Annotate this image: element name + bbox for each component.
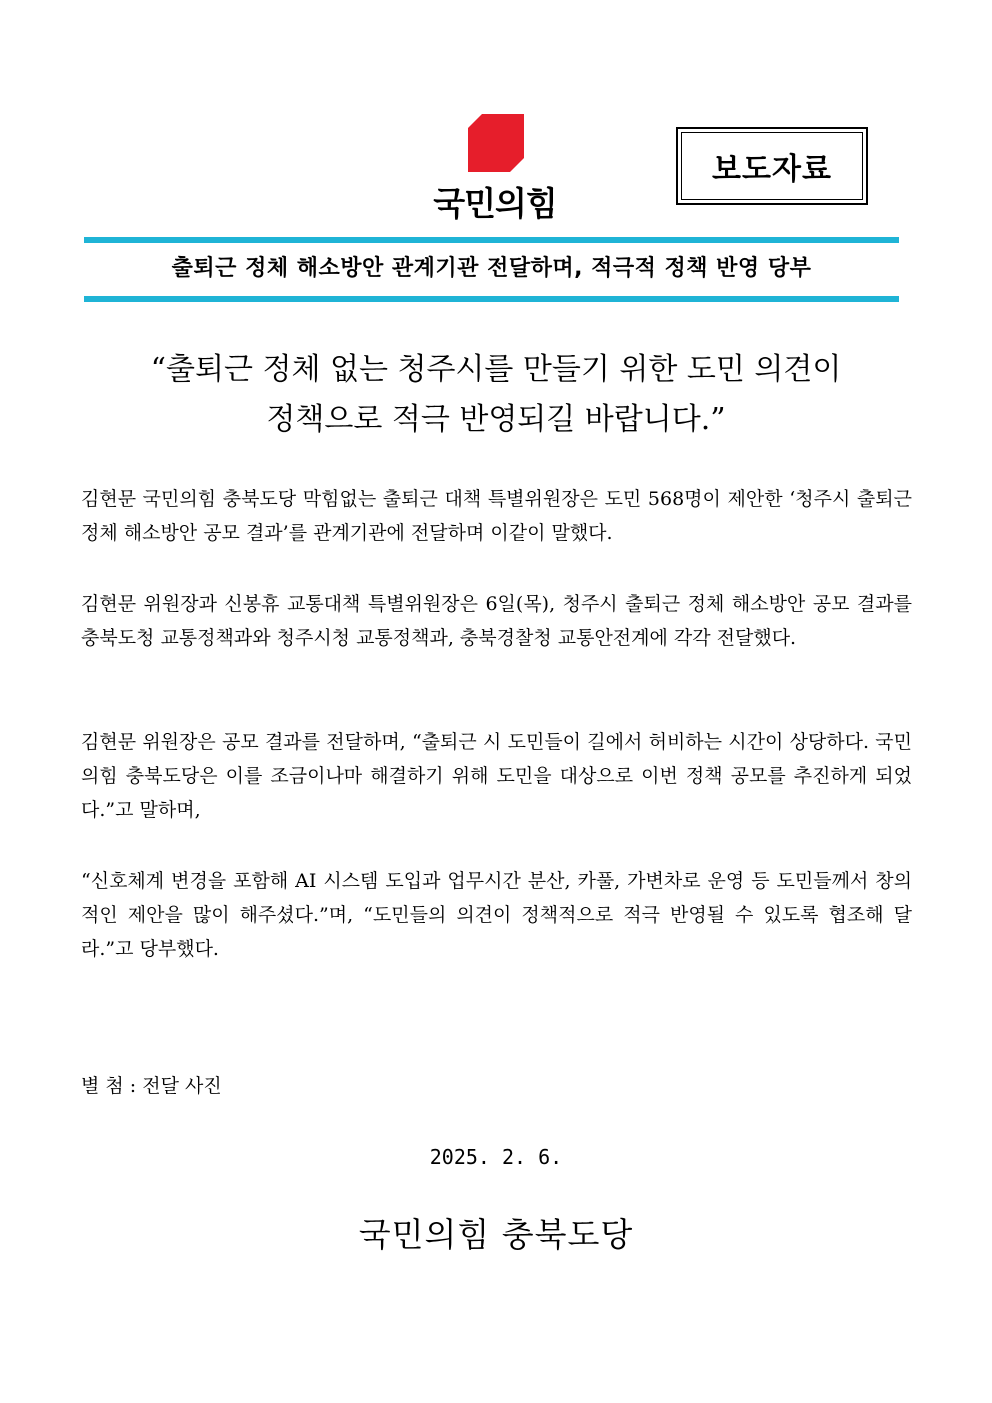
headline: 출퇴근 정체 해소방안 관계기관 전달하며, 적극적 정책 반영 당부	[171, 256, 812, 281]
press-release-label	[676, 127, 868, 205]
body-paragraph-1-text: 김현문 국민의힘 충북도당 막힘없는 출퇴근 대책 특별위원장은 도민 568명이 제안한 ‘청주시 출퇴근 정체 해소방안 공모 결과’를 관계기관에 전달하며 이같이 말했다.	[81, 488, 912, 544]
body-paragraph-2	[81, 587, 912, 655]
body-paragraph-2-text: 김현문 위원장과 신봉휴 교통대책 특별위원장은 6일(목), 청주시 출퇴근 정체 해소방안 공모 결과를 충북도청 교통정책과와 청주시청 교통정책과, 충북경찰청 교통안전계에 각각 전달했다.	[81, 593, 912, 649]
party-logo-text: 국민의힘	[433, 184, 557, 223]
quote-line-2: 정책으로 적극 반영되길 바랍니다.”	[266, 402, 726, 437]
body-paragraph-4	[81, 864, 912, 966]
body-paragraph-3	[81, 725, 912, 827]
party-logo-mark-icon	[468, 114, 524, 172]
release-date: 2025. 2. 6.	[429, 1145, 563, 1169]
body-paragraph-4-text: “신호체계 변경을 포함해 AI 시스템 도입과 업무시간 분산, 카풀, 가변차로 운영 등 도민들께서 창의적인 제안을 많이 해주셨다.”며, “도민들의 의견이 정책적으로 적극 반영될 수 있도록 협조해 달라.”고 당부했다.	[81, 870, 912, 960]
body-paragraph-1	[81, 482, 912, 550]
press-release-label-text: 보도자료	[681, 132, 863, 200]
party-logo	[420, 112, 570, 227]
headline-rule-top	[84, 237, 899, 243]
body-paragraph-3-text: 김현문 위원장은 공모 결과를 전달하며, “출퇴근 시 도민들이 길에서 허비하는 시간이 상당하다. 국민의힘 충북도당은 이를 조금이나마 해결하기 위해 도민을 대상으로 이번 정책 공모를 추진하게 되었다.”고 말하며,	[81, 731, 912, 821]
organization-name: 국민의힘 충북도당	[358, 1215, 634, 1254]
attachment-note: 별 첨 : 전달 사진	[81, 1075, 222, 1097]
quote-line-1: “출퇴근 정체 없는 청주시를 만들기 위한 도민 의견이	[150, 352, 842, 387]
headline-rule-bottom	[84, 296, 899, 302]
